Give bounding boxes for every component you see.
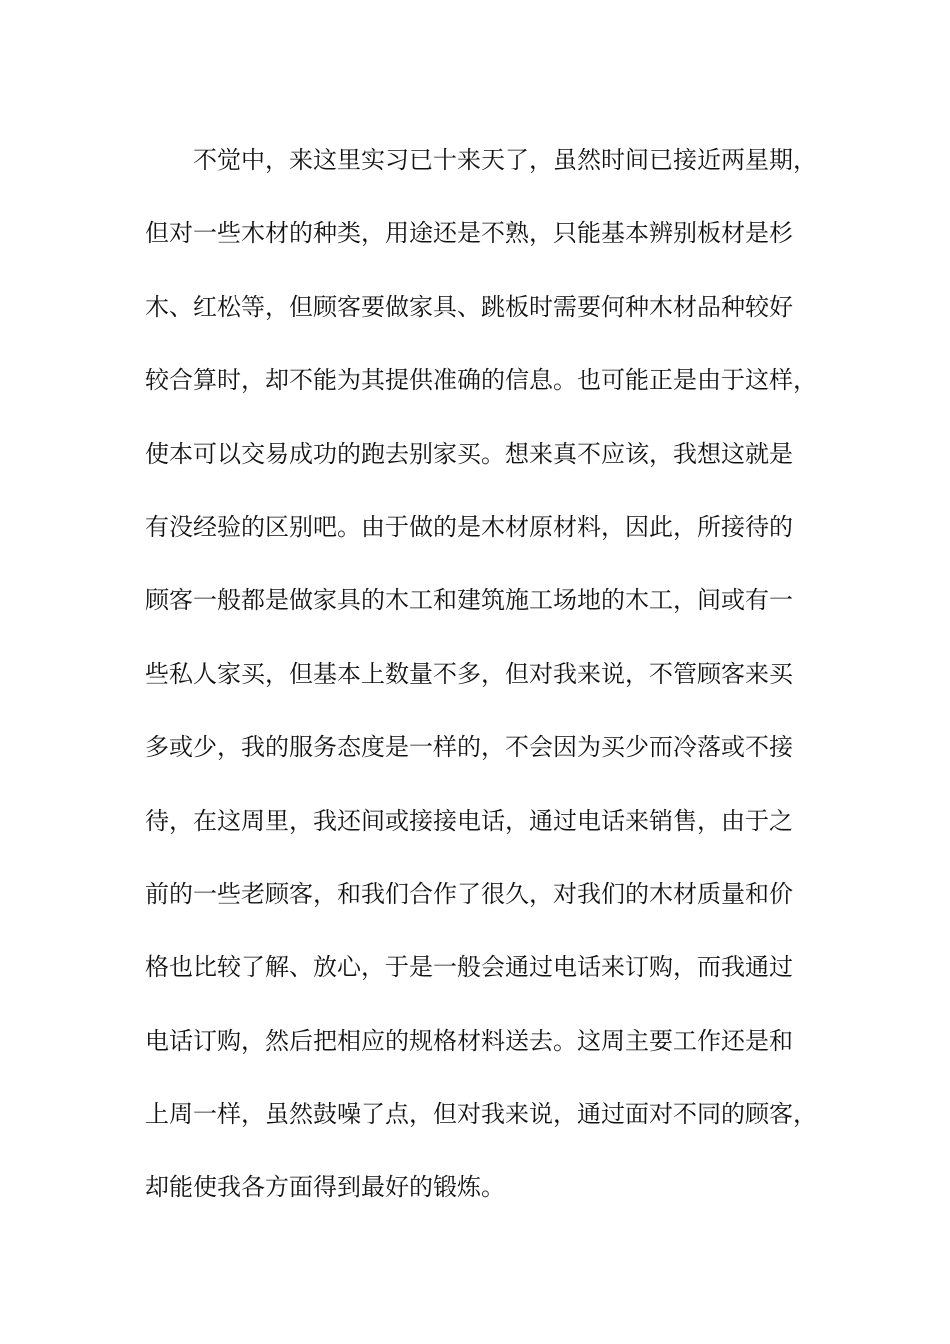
paragraph-line-7: 顾客一般都是做家具的木工和建筑施工场地的木工，间或有一 — [145, 586, 793, 615]
paragraph-line-13: 电话订购，然后把相应的规格材料送去。这周主要工作还是和 — [145, 1026, 793, 1055]
paragraph-line-1: 不觉中，来这里实习已十来天了，虽然时间已接近两星期， — [193, 146, 817, 174]
paragraph-line-9: 多或少，我的服务态度是一样的，不会因为买少而冷落或不接 — [145, 733, 793, 762]
paragraph-line-5: 使本可以交易成功的跑去别家买。想来真不应该，我想这就是 — [145, 439, 793, 468]
body-paragraph — [145, 124, 815, 1225]
paragraph-line-15: 却能使我各方面得到最好的锻炼。 — [145, 1173, 505, 1202]
paragraph-line-4: 较合算时，却不能为其提供准确的信息。也可能正是由于这样， — [145, 366, 817, 395]
paragraph-line-3: 木、红松等，但顾客要做家具、跳板时需要何种木材品种较好 — [145, 292, 793, 321]
paragraph-line-12: 格也比较了解、放心，于是一般会通过电话来订购，而我通过 — [145, 953, 793, 982]
paragraph-line-8: 些私人家买，但基本上数量不多，但对我来说，不管顾客来买 — [145, 659, 793, 688]
paragraph-line-10: 待，在这周里，我还间或接接电话，通过电话来销售，由于之 — [145, 806, 793, 835]
paragraph-line-2: 但对一些木材的种类，用途还是不熟，只能基本辨别板材是杉 — [145, 219, 793, 248]
paragraph-line-11: 前的一些老顾客，和我们合作了很久，对我们的木材质量和价 — [145, 879, 793, 908]
paragraph-line-14: 上周一样，虽然鼓噪了点，但对我来说，通过面对不同的顾客， — [145, 1100, 817, 1129]
paragraph-line-6: 有没经验的区别吧。由于做的是木材原材料，因此，所接待的 — [145, 512, 793, 541]
